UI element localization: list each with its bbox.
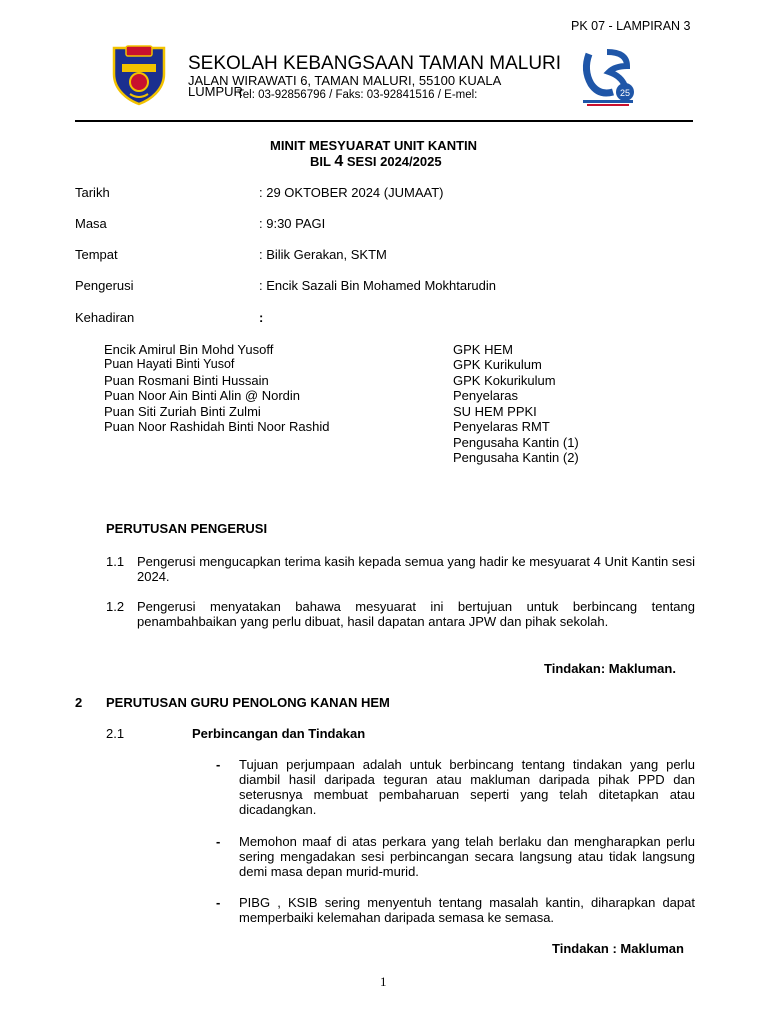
attendee-role: Pengusaha Kantin (2) (453, 450, 579, 465)
meta-value: : (259, 310, 264, 325)
attendee-role: GPK HEM (453, 342, 513, 357)
meta-label: Masa (75, 216, 107, 231)
section1-heading: PERUTUSAN PENGERUSI (106, 521, 268, 536)
bullet-mark: - (216, 757, 221, 772)
section2-action: Tindakan : Makluman (552, 941, 684, 956)
attendee-role: Penyelaras (453, 388, 519, 403)
anniversary-logo (579, 46, 637, 108)
document-title: MINIT MESYUARAT UNIT KANTIN (270, 138, 478, 153)
subsection-number: 2.1 (106, 726, 125, 741)
item-text: Pengerusi mengucapkan terima kasih kepada semua yang hadir ke mesyuarat 4 Unit Kantin sesi 2024. (137, 554, 695, 584)
attendee-name: Puan Siti Zuriah Binti Zulmi (104, 404, 261, 419)
bullet-mark: - (216, 834, 221, 849)
school-contact: Tel: 03-92856796 / Faks: 03-92841516 / E-mel: (237, 89, 478, 101)
item-number: 1.2 (106, 599, 125, 614)
section2-number: 2 (75, 695, 83, 710)
attendee-name: Puan Noor Rashidah Binti Noor Rashid (104, 419, 330, 434)
meta-value: : 9:30 PAGI (259, 216, 326, 231)
attendee-role: Penyelaras RMT (453, 419, 550, 434)
bullet-text: PIBG , KSIB sering menyentuh tentang masalah kantin, diharapkan dapat memperbaiki kelemahan daripada semasa ke semasa. (239, 895, 695, 925)
anniversary-number: 25 (619, 88, 631, 98)
attendee-name: Puan Noor Ain Binti Alin @ Nordin (104, 388, 301, 403)
attendee-name: Puan Rosmani Binti Hussain (104, 373, 269, 388)
section1-action: Tindakan: Makluman. (544, 661, 676, 676)
attendee-role: GPK Kokurikulum (453, 373, 556, 388)
school-address-overflow: LUMPUR (188, 84, 243, 99)
subsection-heading: Perbincangan dan Tindakan (192, 726, 366, 741)
attendee-role: GPK Kurikulum (453, 357, 542, 372)
page-number: 1 (380, 974, 387, 989)
attendee-name: Encik Amirul Bin Mohd Yusoff (104, 342, 274, 357)
attendee-role: Pengusaha Kantin (1) (453, 435, 579, 450)
meta-label: Tempat (75, 247, 118, 262)
subtitle-bil: BIL (310, 154, 331, 169)
item-text: Pengerusi menyatakan bahawa mesyuarat ini bertujuan untuk berbincang tentang penambahbaikan yang perlu dibuat, hasil dapatan antara JPW dan pihak sekolah. (137, 599, 695, 629)
attendee-name: Puan Hayati Binti Yusof (104, 357, 235, 371)
item-number: 1.1 (106, 554, 125, 569)
bullet-text: Tujuan perjumpaan adalah untuk berbincang tentang tindakan yang perlu diambil hasil daripada teguran atau makluman daripada pihak PPD dan seterusnya membuat pembaharuan seperti yang telah ditetapkan atau dicadangkan. (239, 757, 695, 817)
school-name: SEKOLAH KEBANGSAAN TAMAN MALURI (188, 53, 562, 74)
meta-label: Pengerusi (75, 278, 134, 293)
meta-value: : Encik Sazali Bin Mohamed Mokhtarudin (259, 278, 497, 293)
school-address: JALAN WIRAWATI 6, TAMAN MALURI, 55100 KUALA (188, 73, 502, 88)
subtitle-number: 4 (334, 153, 344, 170)
meta-label: Kehadiran (75, 310, 135, 325)
meta-value: : 29 OKTOBER 2024 (JUMAAT) (259, 185, 444, 200)
meta-label: Tarikh (75, 185, 110, 200)
section2-heading: PERUTUSAN GURU PENOLONG KANAN HEM (106, 695, 390, 710)
attendee-role: SU HEM PPKI (453, 404, 537, 419)
subtitle-session: SESI 2024/2025 (346, 154, 442, 169)
school-crest-logo (110, 44, 168, 106)
document-subtitle (310, 153, 442, 171)
bullet-text: Memohon maaf di atas perkara yang telah berlaku dan mengharapkan perlu sering mengadakan sesi perbincangan secara langsung atau tidak langsung demi masa depan murid-murid. (239, 834, 695, 879)
header-divider (75, 120, 693, 122)
page-reference: PK 07 - LAMPIRAN 3 (571, 19, 691, 33)
meta-value: : Bilik Gerakan, SKTM (259, 247, 387, 262)
bullet-mark: - (216, 895, 221, 910)
